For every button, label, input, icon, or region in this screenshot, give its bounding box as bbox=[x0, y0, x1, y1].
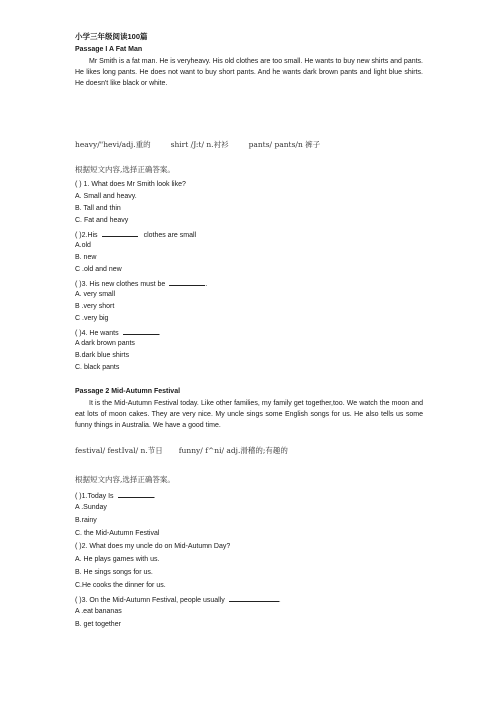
passage2-text: It is the Mid-Autumn Festival today. Like other families, my family get together,too. We watch the moon and eat lots of moon cakes. They are very nice. My uncle sings some English songs for us. He also tells us some funny things in Australia. We have a good time. bbox=[75, 400, 423, 429]
vocab-item: heavy/"hevi/adj.重的 bbox=[75, 140, 151, 149]
passage2-instruction: 根据短文内容,选择正确答案。 bbox=[75, 475, 175, 484]
vocab-item: shirt /J:t/ n.衬衫 bbox=[170, 140, 229, 149]
question-tail: . bbox=[158, 330, 161, 337]
option-text: C. black pants bbox=[75, 364, 120, 371]
question-row bbox=[75, 490, 155, 501]
question-row bbox=[75, 229, 196, 240]
passage2-vocab bbox=[75, 446, 288, 455]
passage1-instruction: 根据短文内容,选择正确答案。 bbox=[75, 165, 175, 174]
option-text: B. He sings songs for us. bbox=[75, 569, 153, 576]
option-text: C. Fat and heavy bbox=[75, 217, 129, 224]
vocab-item: festival/ festIval/ n.节日 bbox=[75, 446, 163, 455]
passage1-vocab bbox=[75, 140, 320, 149]
document-title: 小学三年级阅读100篇 bbox=[75, 32, 148, 41]
question-row bbox=[75, 327, 161, 338]
question-tail: . bbox=[153, 493, 156, 500]
option-text: B. new bbox=[75, 254, 97, 261]
option-text: A. He plays games with us. bbox=[75, 556, 160, 563]
question-stem: ( )3. On the Mid-Autumn Festival, people usually bbox=[75, 597, 225, 604]
passage2-heading: Passage 2 Mid-Autumn Festival bbox=[75, 388, 181, 395]
question-stem: ( )1.Today Is bbox=[75, 493, 114, 500]
option-text: A. very small bbox=[75, 291, 116, 298]
question-stem: ( )3. His new clothes must be bbox=[75, 281, 166, 288]
option-text: C.He cooks the dinner for us. bbox=[75, 582, 166, 589]
option-text: B.rainy bbox=[75, 517, 97, 524]
question-stem: ( ) 1. What does Mr Smith look like? bbox=[75, 181, 186, 188]
option-text: A .Sunday bbox=[75, 504, 107, 511]
vocab-item: pants/ pants/n 裤子 bbox=[248, 140, 321, 149]
passage1-text: Mr Smith is a fat man. He is veryheavy. His old clothes are too small. He wants to buy new shirts and pants. He likes long pants. He does not want to buy short pants. And he wants dark brown pants and light blue shirts. He doesn't like black or white. bbox=[75, 58, 423, 87]
question-stem: ( )2. What does my uncle do on Mid-Autumn Day? bbox=[75, 543, 231, 550]
option-text: C .old and new bbox=[75, 266, 122, 273]
answer-blank[interactable] bbox=[169, 278, 208, 288]
option-text: C .very big bbox=[75, 315, 109, 322]
question-tail: . bbox=[278, 597, 281, 604]
passage1-heading: Passage I A Fat Man bbox=[75, 46, 143, 53]
answer-blank[interactable] bbox=[123, 327, 159, 335]
option-text: B. Tall and thin bbox=[75, 205, 121, 212]
option-text: A .eat bananas bbox=[75, 608, 122, 615]
vocab-item: funny/ f^ni/ adj.滑稽的;有趣的 bbox=[178, 446, 288, 455]
option-text: B .very short bbox=[75, 303, 115, 310]
option-text: B. get together bbox=[75, 621, 121, 628]
option-text: A dark brown pants bbox=[75, 340, 135, 347]
question-stem: ( )2.His bbox=[75, 232, 98, 239]
question-row bbox=[75, 278, 207, 289]
question-tail: clothes are small bbox=[143, 232, 197, 239]
option-text: A. Small and heavy. bbox=[75, 193, 137, 200]
question-row bbox=[75, 594, 281, 605]
option-text: B.dark blue shirts bbox=[75, 352, 130, 359]
option-text: C. the Mid-Autumn Festival bbox=[75, 530, 160, 537]
question-stem: ( )4. He wants bbox=[75, 330, 119, 337]
answer-blank[interactable] bbox=[118, 490, 154, 498]
answer-blank[interactable] bbox=[229, 594, 279, 602]
option-text: A.old bbox=[75, 242, 91, 249]
question-tail: . bbox=[205, 281, 208, 288]
answer-blank[interactable] bbox=[102, 229, 138, 237]
